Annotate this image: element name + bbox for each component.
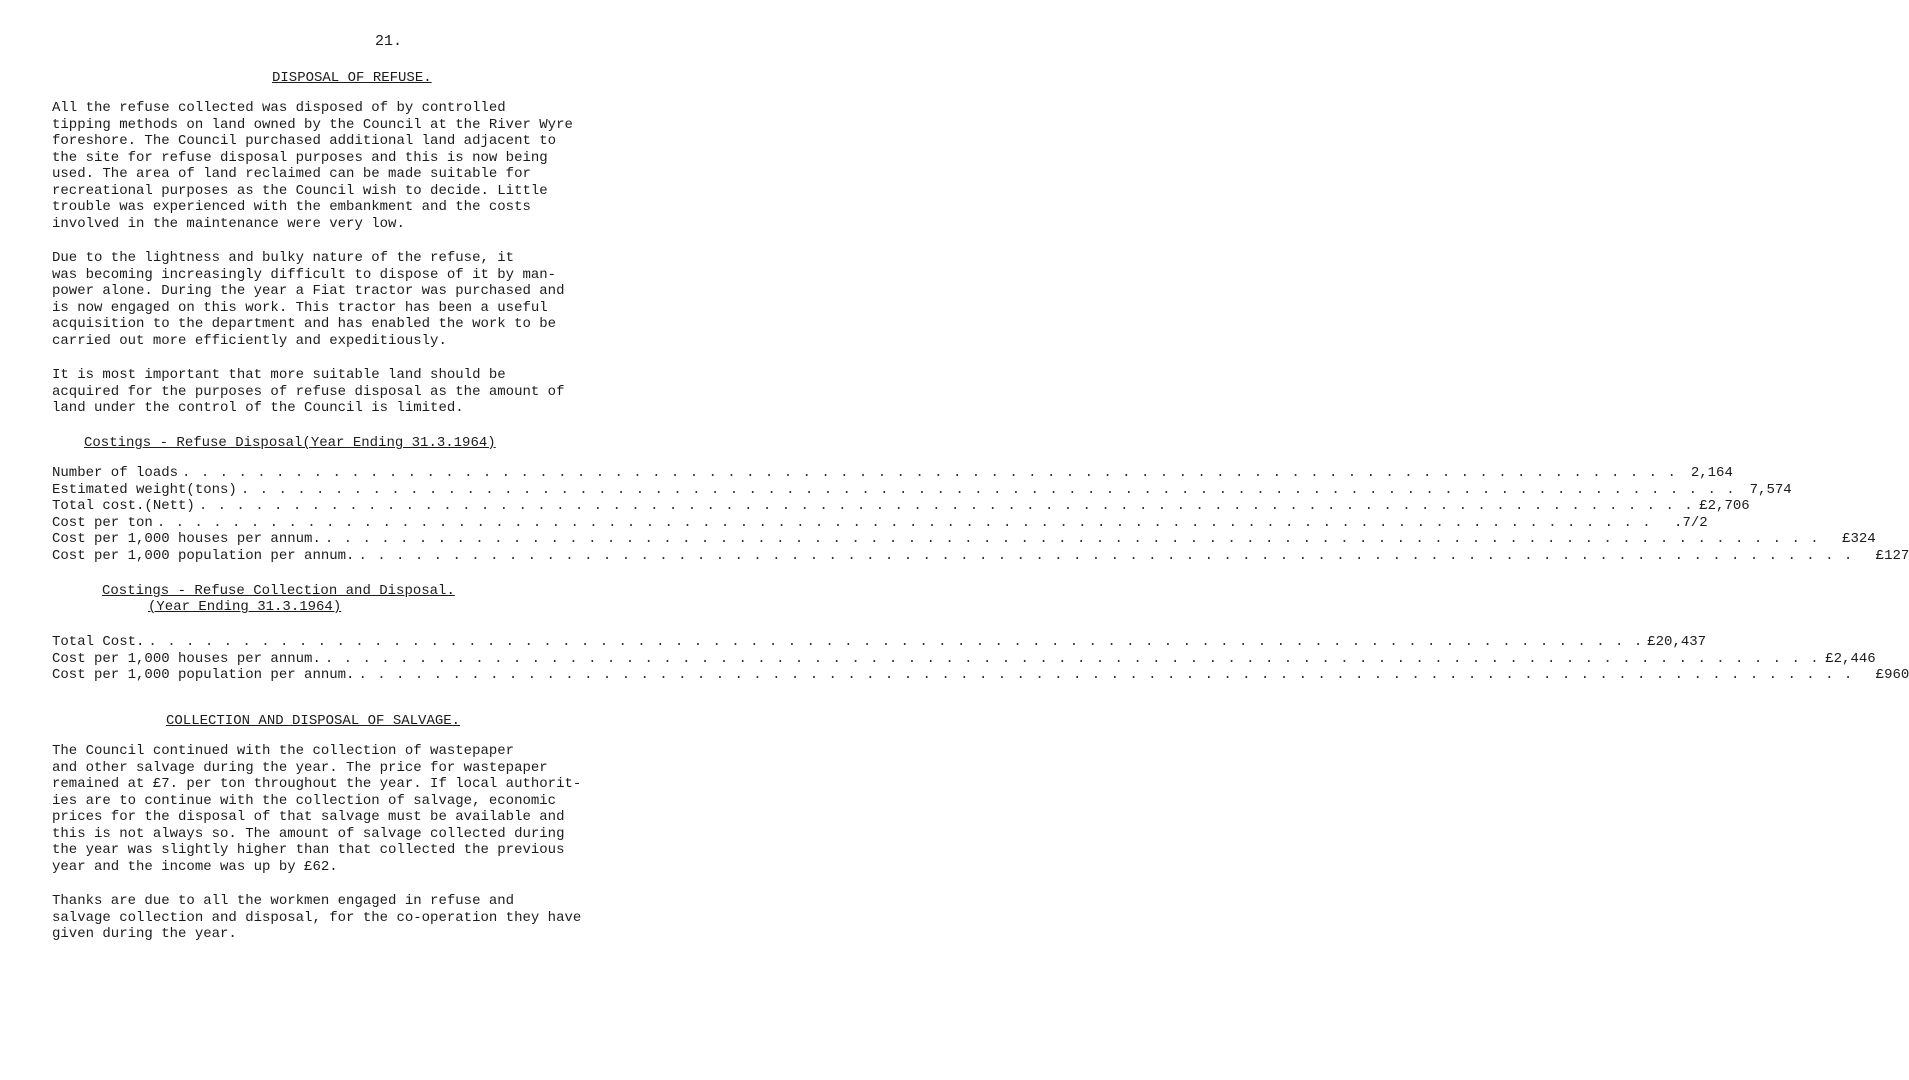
row-value: £127	[1875, 547, 1909, 564]
table-row: Estimated weight(tons) . . . . . . . . . . . . . . . . . . . . . . . . . . . . . . . . . . . . . . . . . . . . . . . . . . . . . . . . . . . . . . . . . . . . . . . . . . . . . . . . 7,574	[52, 481, 1792, 498]
row-value: .7/2	[1674, 514, 1708, 531]
row-value: £20,437	[1647, 634, 1707, 650]
paragraph-disposal-methods: All the refuse collected was disposed of by controlled tipping methods on land owned by the Council at the River Wyre foreshore. The Council purchased additional land adjacent to the site for refuse disposal purposes and this is now being used. The area of land reclaimed can be made suitable for recreational purposes as the Council wish to decide. Little trouble was experienced with the embankment and the costs involved in the maintenance were very low.	[52, 100, 573, 232]
table-costings-disposal	[52, 465, 1909, 564]
table-row: Number of loads . . . . . . . . . . . . . . . . . . . . . . . . . . . . . . . . . . . . . . . . . . . . . . . . . . . . . . . . . . . . . . . . . . . . . . . . . . . . . . . . 2,164	[52, 465, 1733, 481]
row-value: £324	[1842, 531, 1876, 547]
row-label: Cost per 1,000 population per annum.	[52, 547, 355, 564]
paragraph-salvage: The Council continued with the collection of wastepaper and other salvage during the year. The price for wastepaper remained at £7. per ton throughout the year. If local authorit- ies are to continue with the collection of salvage, economic prices for the disposal of that salvage must be available and this is not always so. The amount of salvage collected during the year was slightly higher than that collected the previous year and the income was up by £62.	[52, 743, 582, 875]
row-value: £2,706	[1699, 498, 1750, 514]
heading-disposal-of-refuse: DISPOSAL OF REFUSE.	[272, 70, 432, 86]
table-row: Cost per ton . . . . . . . . . . . . . . . . . . . . . . . . . . . . . . . . . . . . . . . . . . . . . . . . . . . . . . . . . . . . . . . . . . . . . . . . . . . . . . . . .7/2	[52, 514, 1708, 531]
row-label: Total Cost.	[52, 634, 145, 650]
heading-costings-disposal: Costings - Refuse Disposal(Year Ending 31.3.1964)	[84, 435, 496, 451]
page-number: 21.	[375, 33, 403, 50]
row-label: Cost per 1,000 houses per annum.	[52, 531, 321, 547]
paragraph-suitable-land: It is most important that more suitable land should be acquired for the purposes of refuse disposal as the amount of land under the control of the Council is limited.	[52, 367, 565, 416]
row-label: Cost per 1,000 houses per annum.	[52, 650, 321, 667]
table-row: Total cost.(Nett) . . . . . . . . . . . . . . . . . . . . . . . . . . . . . . . . . . . . . . . . . . . . . . . . . . . . . . . . . . . . . . . . . . . . . . . . . . . . . . . . £2,706	[52, 498, 1750, 514]
row-label: Number of loads	[52, 465, 179, 481]
row-label: Total cost.(Nett)	[52, 498, 195, 514]
heading-costings-collection-year: (Year Ending 31.3.1964)	[148, 599, 342, 615]
row-value: 2,164	[1690, 465, 1733, 481]
table-row: Cost per 1,000 houses per annum. . . . . . . . . . . . . . . . . . . . . . . . . . . . . . . . . . . . . . . . . . . . . . . . . . . . . . . . . . . . . . . . . . . . . . . . . . . . . . . . . £2,446	[52, 650, 1876, 667]
paragraph-thanks: Thanks are due to all the workmen engaged in refuse and salvage collection and disposal, for the co-operation they have given during the year.	[52, 893, 582, 942]
heading-salvage: COLLECTION AND DISPOSAL OF SALVAGE.	[166, 713, 461, 729]
row-value: £2,446	[1825, 650, 1876, 667]
heading-costings-collection: Costings - Refuse Collection and Disposal.	[102, 583, 455, 599]
table-row: Cost per 1,000 population per annum. . . . . . . . . . . . . . . . . . . . . . . . . . . . . . . . . . . . . . . . . . . . . . . . . . . . . . . . . . . . . . . . . . . . . . . . . . . . . . . . . £127	[52, 547, 1909, 564]
table-costings-collection	[52, 634, 1909, 684]
table-row: Cost per 1,000 population per annum. . . . . . . . . . . . . . . . . . . . . . . . . . . . . . . . . . . . . . . . . . . . . . . . . . . . . . . . . . . . . . . . . . . . . . . . . . . . . . . . . £960	[52, 667, 1909, 683]
row-label: Cost per ton	[52, 514, 153, 531]
row-value: £960	[1875, 667, 1909, 683]
row-label: Cost per 1,000 population per annum.	[52, 667, 355, 683]
row-value: 7,574	[1749, 481, 1792, 498]
table-row: Total Cost. . . . . . . . . . . . . . . . . . . . . . . . . . . . . . . . . . . . . . . . . . . . . . . . . . . . . . . . . . . . . . . . . . . . . . . . . . . . . . . . . £20,437	[52, 634, 1707, 650]
row-label: Estimated weight(tons)	[52, 481, 237, 498]
paragraph-fiat-tractor: Due to the lightness and bulky nature of the refuse, it was becoming increasingly difficult to dispose of it by man- power alone. During the year a Fiat tractor was purchased and is now engaged on this work. This tractor has been a useful acquisition to the department and has enabled the work to be carried out more efficiently and expeditiously.	[52, 250, 565, 349]
table-row: Cost per 1,000 houses per annum. . . . . . . . . . . . . . . . . . . . . . . . . . . . . . . . . . . . . . . . . . . . . . . . . . . . . . . . . . . . . . . . . . . . . . . . . . . . . . . . . £324	[52, 531, 1876, 547]
